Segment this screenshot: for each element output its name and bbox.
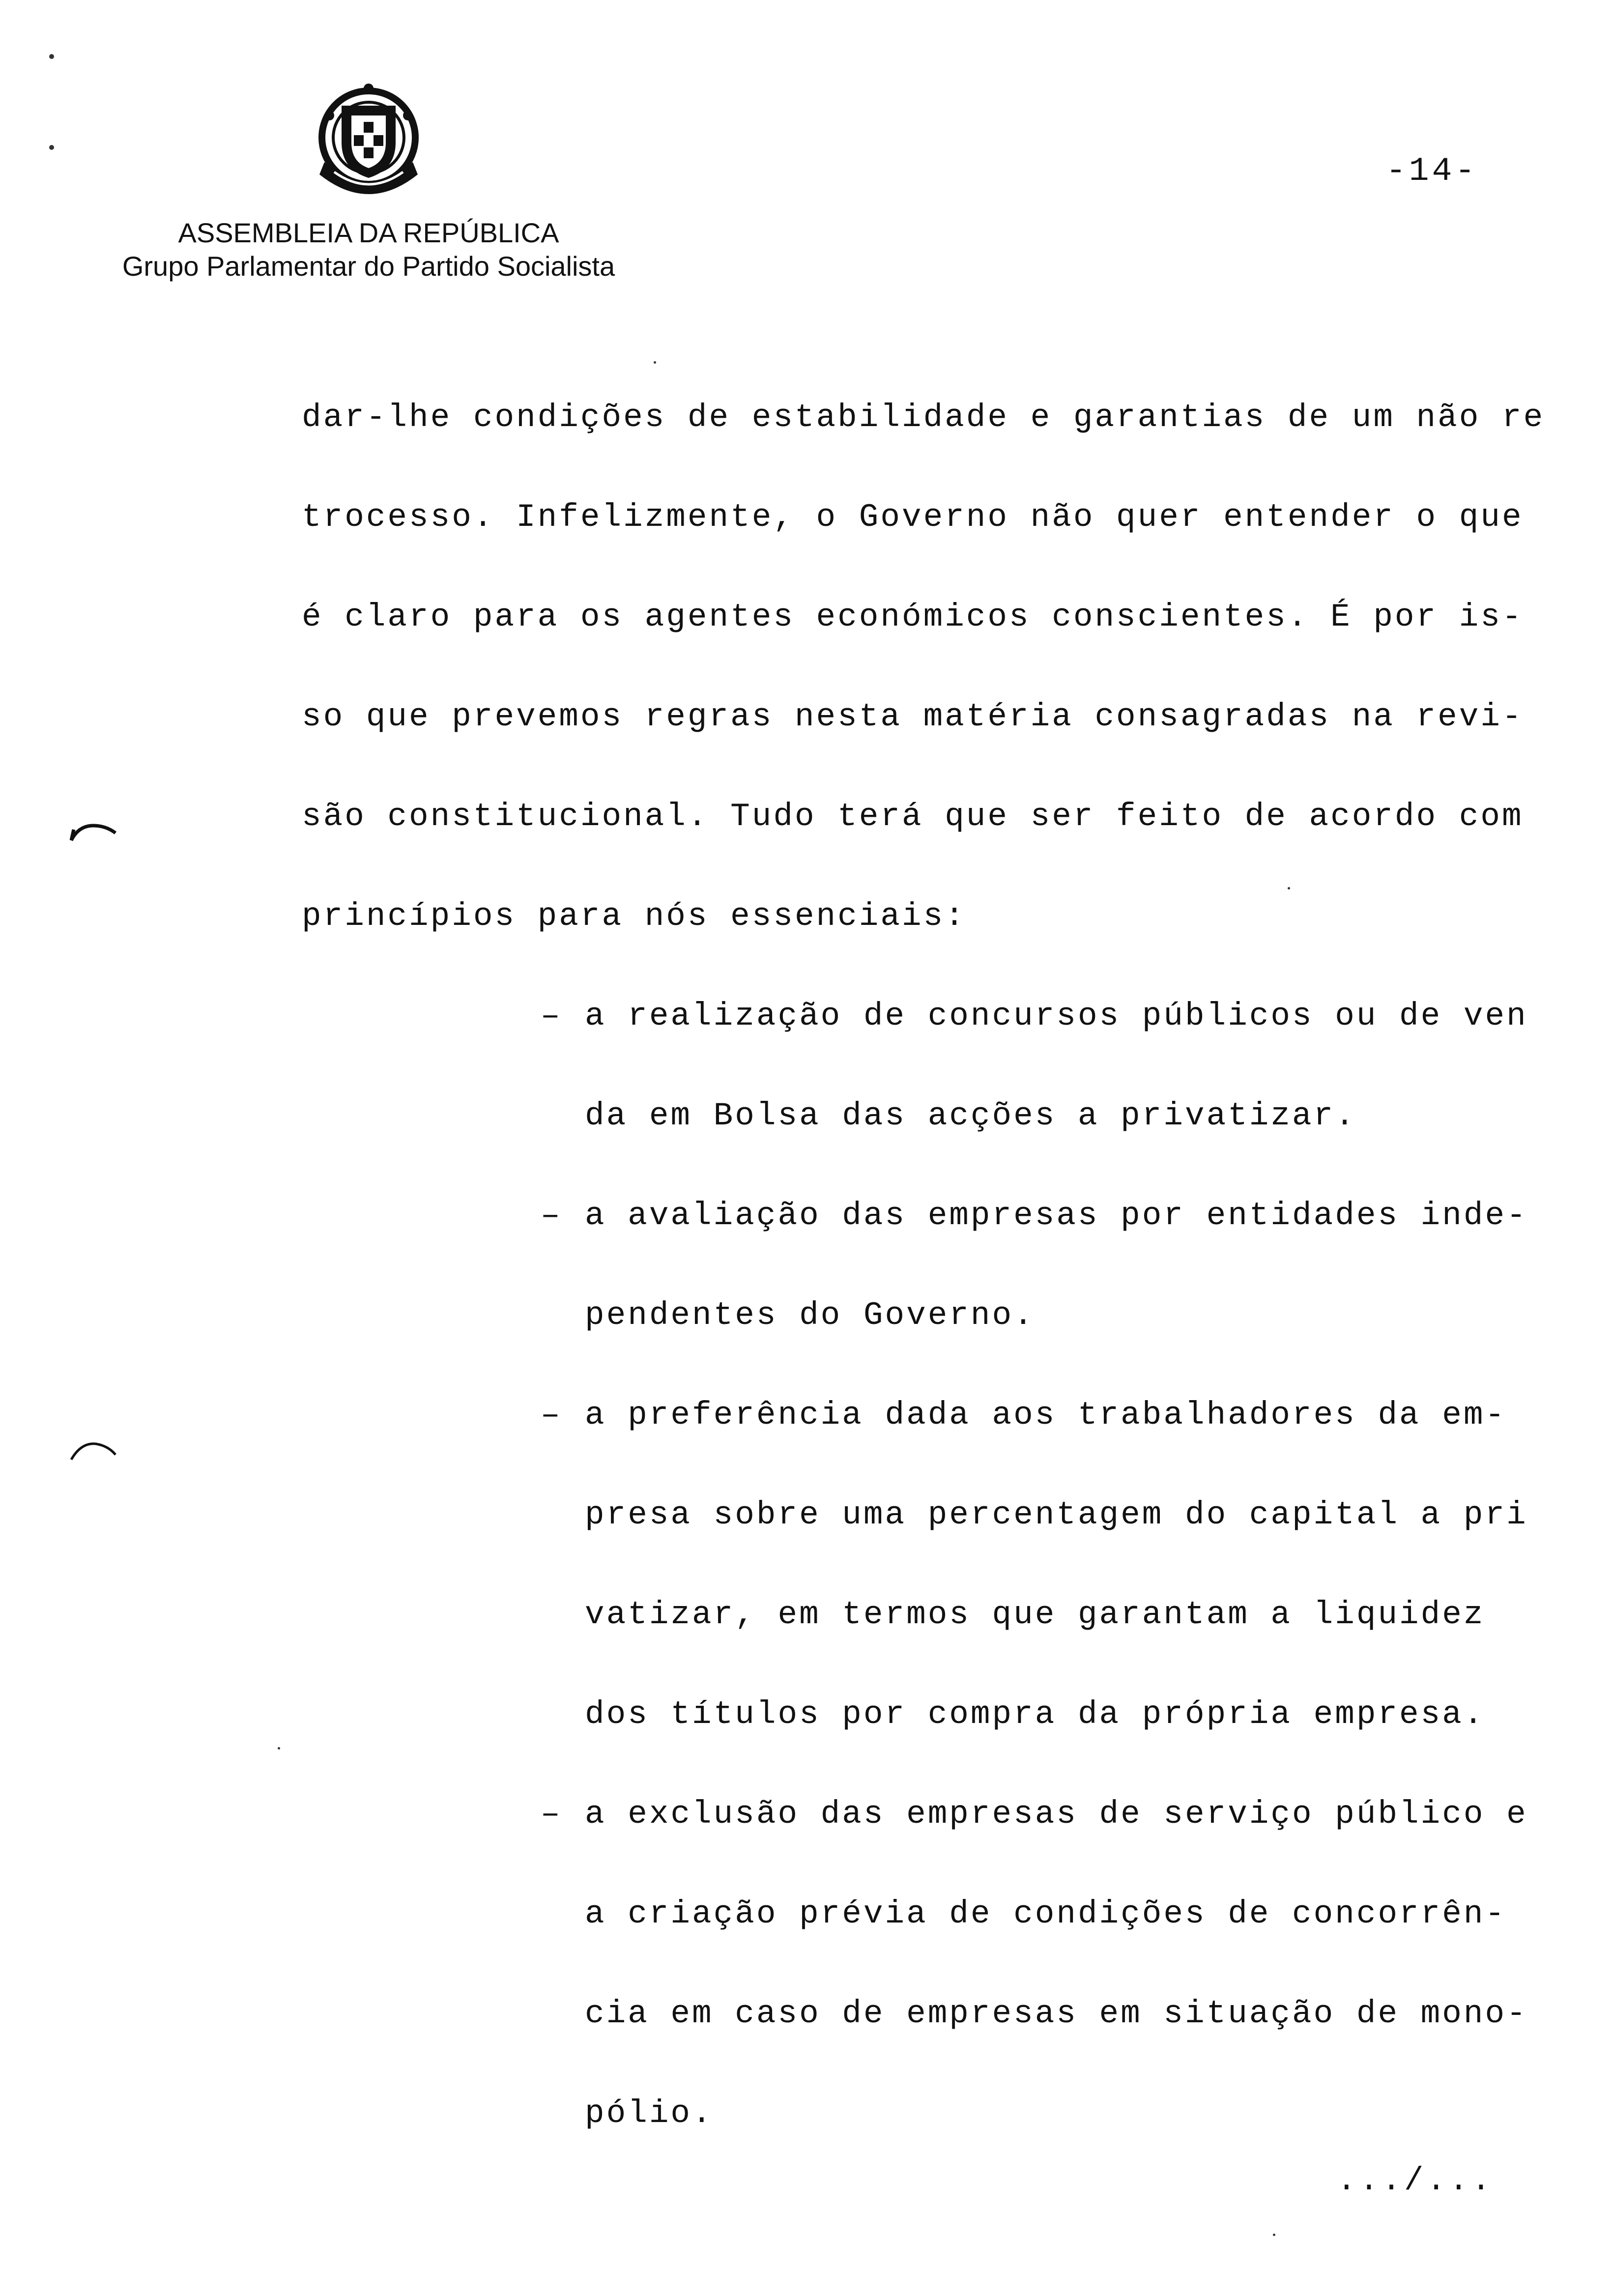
body-line: são constitucional. Tudo terá que ser feito de acordo com: [302, 798, 1524, 835]
list-item: [541, 1191, 1528, 1391]
margin-hole-mark: [64, 1435, 123, 1464]
list-line: vatizar, em termos que garantam a liquidez: [585, 1596, 1485, 1633]
list-line: a criação prévia de condições de concorrên-: [585, 1895, 1507, 1932]
group-name: Grupo Parlamentar do Partido Socialista: [122, 251, 615, 282]
list-line: pólio.: [585, 2095, 714, 2132]
body-line: princípios para nós essenciais:: [302, 898, 966, 935]
scan-speck: [654, 361, 656, 364]
body-line: é claro para os agentes económicos conscientes. É por is-: [302, 599, 1524, 635]
list-item: [541, 1391, 1528, 1790]
list-line: dos títulos por compra da própria empresa.: [585, 1696, 1485, 1733]
scan-speck: [49, 54, 54, 59]
list-item: [541, 992, 1528, 1191]
page-number: -14-: [1386, 152, 1478, 190]
list-dash: –: [541, 1397, 562, 1434]
body-paragraph: [302, 393, 1545, 992]
list-line: cia em caso de empresas em situação de mono-: [585, 1995, 1528, 2032]
scan-speck: [1273, 2234, 1275, 2236]
scan-speck: [278, 1747, 280, 1750]
body-line: trocesso. Infelizmente, o Governo não quer entender o que: [302, 499, 1524, 536]
org-name: ASSEMBLEIA DA REPÚBLICA: [178, 217, 559, 248]
list-item: [541, 1790, 1528, 2189]
list-dash: –: [541, 998, 562, 1034]
list-dash: –: [541, 1796, 562, 1833]
body-line: dar-lhe condições de estabilidade e garantias de um não re: [302, 399, 1545, 436]
list-line: a preferência dada aos trabalhadores da em-: [585, 1397, 1507, 1434]
list-line: pendentes do Governo.: [585, 1297, 1035, 1334]
list-line: a exclusão das empresas de serviço público e: [585, 1796, 1528, 1833]
letterhead: [49, 216, 688, 283]
scan-speck: [49, 145, 54, 150]
body-line: so que prevemos regras nesta matéria consagradas na revi-: [302, 698, 1524, 735]
list-line: a realização de concursos públicos ou de ven: [585, 998, 1528, 1034]
margin-hole-mark: [64, 816, 123, 845]
coat-of-arms-icon: [295, 69, 442, 216]
list-dash: –: [541, 1197, 562, 1234]
list-line: da em Bolsa das acções a privatizar.: [585, 1097, 1356, 1134]
scan-speck: [1288, 887, 1290, 890]
principles-list: [541, 992, 1528, 2189]
list-line: presa sobre uma percentagem do capital a pri: [585, 1496, 1528, 1533]
continuation-mark: .../...: [1337, 2162, 1494, 2199]
list-line: a avaliação das empresas por entidades inde-: [585, 1197, 1528, 1234]
